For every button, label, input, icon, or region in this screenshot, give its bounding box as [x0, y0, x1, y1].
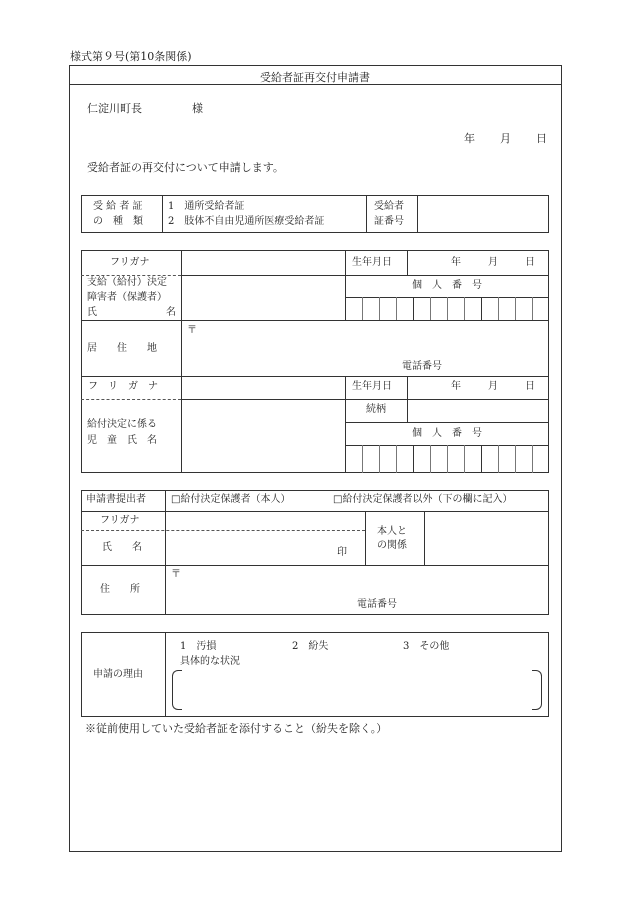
applicant-birthdate-label: 生年月日: [352, 257, 392, 268]
detail-bracket-left: [172, 670, 182, 710]
applicant-furigana-label: フリガナ: [110, 257, 150, 268]
child-relation-field[interactable]: [410, 402, 546, 420]
relation-label-1: 本人と: [377, 526, 407, 537]
child-birth-year: 年: [451, 381, 461, 392]
submitter-name-field[interactable]: [168, 533, 328, 563]
reason-detail-label: 具体的な状況: [180, 656, 240, 667]
applicant-name-label-3b: 名: [166, 307, 176, 318]
child-name-field[interactable]: [184, 402, 344, 470]
applicant-phone-label: 電話番号: [402, 361, 442, 372]
child-furigana-label: フ リ ガ ナ: [88, 381, 158, 392]
cert-number-field[interactable]: [420, 198, 546, 230]
submitter-address-label: 住 所: [100, 584, 140, 595]
child-furigana-field[interactable]: [184, 379, 344, 398]
cert-type-label-1: 受 給 者 証: [93, 201, 143, 212]
submitter-furigana-label: フリガナ: [100, 515, 140, 526]
date-month: 月: [500, 132, 511, 145]
intro-text: 受給者証の再交付について申請します。: [87, 161, 284, 174]
cert-type-label-2: の 種 類: [93, 216, 143, 227]
detail-bracket-right: [532, 670, 542, 710]
footnote: ※従前使用していた受給者証を添付すること（紛失を除く。）: [85, 722, 388, 735]
submitter-name-label: 氏 名: [102, 542, 142, 553]
relation-field[interactable]: [427, 514, 547, 563]
applicant-name-label-2: 障害者（保護者）: [87, 292, 167, 303]
honorific: 様: [192, 102, 203, 115]
applicant-residence-field[interactable]: [200, 324, 545, 354]
submitter-label: 申請書提出者: [86, 494, 146, 505]
child-birthdate-label: 生年月日: [352, 381, 392, 392]
cert-number-label-1: 受給者: [374, 201, 404, 212]
submitter-postal-mark: 〒: [171, 569, 181, 580]
seal-mark: 印: [337, 547, 347, 558]
date-year: 年: [464, 132, 475, 145]
child-name-label-1: 給付決定に係る: [87, 419, 157, 430]
reason-option-3[interactable]: 3 その他: [403, 641, 450, 652]
relation-label-2: の関係: [377, 540, 407, 551]
applicant-birth-month: 月: [488, 257, 498, 268]
reason-detail-field[interactable]: [185, 672, 530, 708]
child-birth-month: 月: [488, 381, 498, 392]
submitter-furigana-field[interactable]: [168, 513, 363, 529]
form-title: 受給者証再交付申請書: [260, 71, 370, 84]
applicant-individual-number-label: 個 人 番 号: [412, 280, 482, 291]
submitter-option-self[interactable]: □給付決定保護者（本人）: [171, 494, 291, 505]
form-number: 様式第９号(第10条関係): [70, 50, 192, 63]
child-relation-label: 続柄: [366, 404, 386, 415]
applicant-name-field[interactable]: [184, 278, 344, 318]
cert-option-1[interactable]: 1 通所受給者証: [168, 201, 245, 212]
addressee: 仁淀川町長: [87, 102, 142, 115]
cert-number-label-2: 証番号: [374, 216, 404, 227]
submitter-option-other[interactable]: □給付決定保護者以外（下の欄に記入）: [333, 494, 513, 505]
submitter-phone-label: 電話番号: [357, 599, 397, 610]
child-individual-number-label: 個 人 番 号: [412, 428, 482, 439]
reason-label: 申請の理由: [93, 669, 143, 680]
applicant-birth-day: 日: [525, 257, 535, 268]
applicant-postal-mark: 〒: [187, 325, 197, 336]
applicant-name-label-1: 支給（給付）決定: [87, 277, 167, 288]
child-name-label-2: 児 童 氏 名: [87, 435, 157, 446]
child-birth-day: 日: [525, 381, 535, 392]
applicant-birth-year: 年: [451, 257, 461, 268]
date-day: 日: [536, 132, 547, 145]
title-divider: [69, 84, 562, 85]
submitter-address-field[interactable]: [184, 568, 544, 596]
reason-option-1[interactable]: 1 汚損: [180, 641, 217, 652]
applicant-furigana-field[interactable]: [184, 253, 344, 273]
reason-option-2[interactable]: 2 紛失: [292, 641, 329, 652]
applicant-residence-label: 居 住 地: [87, 343, 157, 354]
applicant-name-label-3a: 氏: [87, 307, 97, 318]
cert-option-2[interactable]: 2 肢体不自由児通所医療受給者証: [168, 216, 325, 227]
